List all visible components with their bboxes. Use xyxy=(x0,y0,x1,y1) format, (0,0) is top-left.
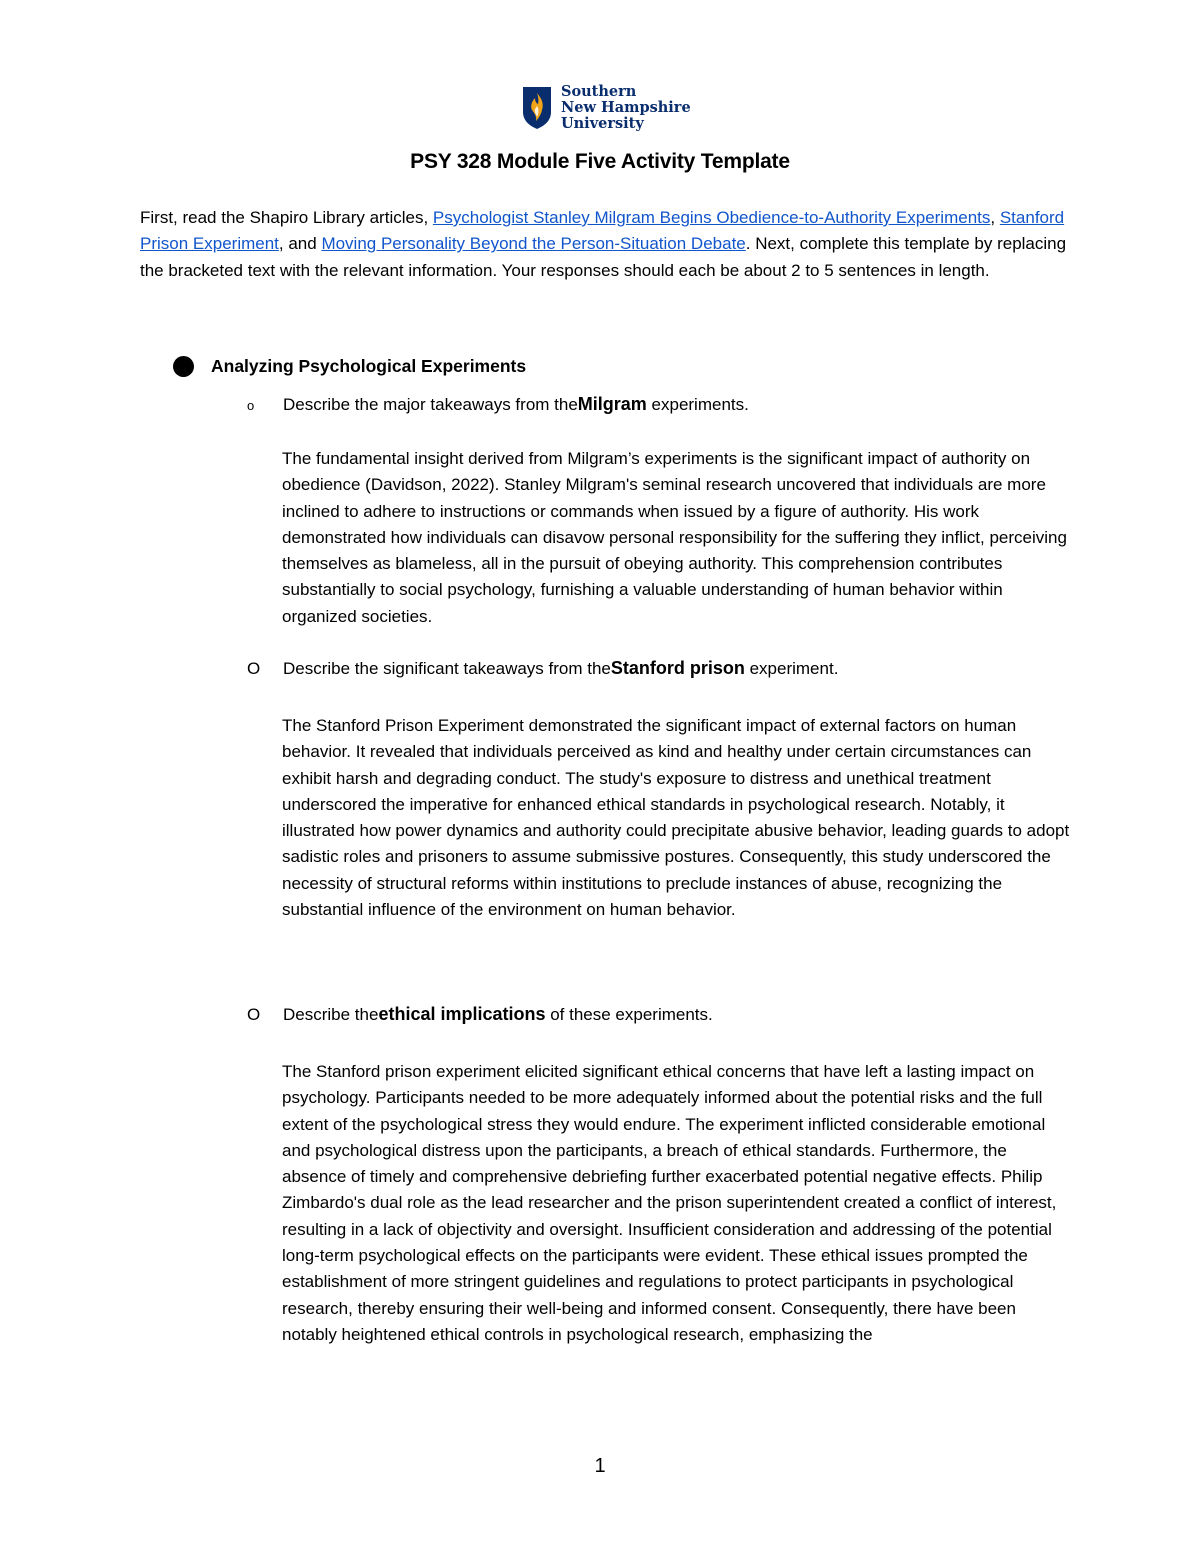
intro-sep-2: , and xyxy=(278,234,322,254)
filled-bullet-icon xyxy=(173,356,194,377)
link-milgram-article[interactable]: Psychologist Stanley Milgram Begins Obedience-to-Authority Experiments xyxy=(432,208,991,227)
logo-line-1: Southern xyxy=(561,83,637,100)
question-milgram xyxy=(247,394,749,415)
question-suffix: experiments. xyxy=(646,395,749,414)
question-prefix: Describe the xyxy=(283,1005,379,1024)
page-number: 1 xyxy=(594,1455,606,1477)
answer-ethics: The Stanford prison experiment elicited significant ethical concerns that have left a lasting impact on psychology. Participants needed to be more adequately informed about the potential risks and the full extent of the psychological stress they would endure. The experiment inflicted considerable emotional and psychological distress upon the participants, a breach of ethical standards. Furthermore, the absence of timely and comprehensive debriefing further exacerbated potential negative effects. Philip Zimbardo's dual role as the lead researcher and the prison superintendent created a conflict of interest, resulting in a lack of objectivity and oversight. Insufficient consideration and addressing of the potential long-term psychological effects on the participants were evident. These ethical issues prompted the establishment of more stringent guidelines and regulations to protect participants in psychological research, thereby ensuring their well-being and informed consent. Consequently, there have been notably heightened ethical controls in psychological research, emphasizing the xyxy=(282,1062,1057,1344)
question-bold-term: ethical implications xyxy=(378,1004,546,1024)
circle-bullet-icon: o xyxy=(247,398,255,413)
intro-lead: First, read the Shapiro Library articles, xyxy=(140,208,433,227)
circle-bullet-icon: O xyxy=(247,659,261,678)
answer-stanford: The Stanford Prison Experiment demonstrated the significant impact of external factors on human behavior. It revealed that individuals perceived as kind and healthy under certain circumstances can exhibit harsh and degrading conduct. The study's exposure to distress and unethical treatment underscored the imperative for enhanced ethical standards in psychological research. Notably, it illustrated how power dynamics and authority could precipitate abusive behavior, leading guards to adopt sadistic roles and prisoners to assume submissive postures. Consequently, this study underscored the necessity of structural reforms within institutions to preclude instances of abuse, recognizing the substantial influence of the environment on human behavior. xyxy=(282,716,1070,920)
link-personality-article[interactable]: Moving Personality Beyond the Person-Situation Debate xyxy=(321,234,746,254)
logo-line-2: New Hampshire xyxy=(561,99,691,116)
section-heading-text: Analyzing Psychological Experiments xyxy=(211,356,527,376)
question-ethics xyxy=(247,1004,713,1025)
circle-bullet-icon: O xyxy=(247,1005,261,1024)
question-prefix: Describe the major takeaways from the xyxy=(283,395,578,414)
section-heading xyxy=(173,356,526,377)
university-logo xyxy=(522,84,691,132)
link-stanford-article[interactable]: Stanford Prison Experiment xyxy=(140,208,1065,254)
answer-milgram: The fundamental insight derived from Milgram’s experiments is the significant impact of authority on obedience (Davidson, 2022). Stanley Milgram's seminal research uncovered that individuals are more inclined to adhere to instructions or commands when issued by a figure of authority. His work demonstrated how individuals can disavow personal responsibility for the suffering they inflict, perceiving themselves as blameless, all in the pursuit of obeying authority. This comprehension contributes substantially to social psychology, furnishing a valuable understanding of human behavior within organized societies. xyxy=(282,449,1067,626)
question-bold-term: Milgram xyxy=(577,394,647,414)
intro-tail: . Next, complete this template by replacing the bracketed text with the relevant information. Your responses should each be about 2 to 5 sentences in length. xyxy=(140,234,1067,280)
question-prefix: Describe the significant takeaways from the xyxy=(283,659,611,678)
intro-paragraph xyxy=(140,205,1070,284)
logo-line-3: University xyxy=(561,115,644,132)
shield-flame-icon xyxy=(522,86,552,130)
document-title: PSY 328 Module Five Activity Template xyxy=(410,150,790,173)
intro-sep-1: , xyxy=(990,208,1000,227)
question-stanford xyxy=(247,658,838,679)
question-suffix: of these experiments. xyxy=(545,1005,713,1024)
question-suffix: experiment. xyxy=(744,659,839,678)
question-bold-term: Stanford prison xyxy=(610,658,745,678)
logo-wordmark xyxy=(561,84,691,132)
